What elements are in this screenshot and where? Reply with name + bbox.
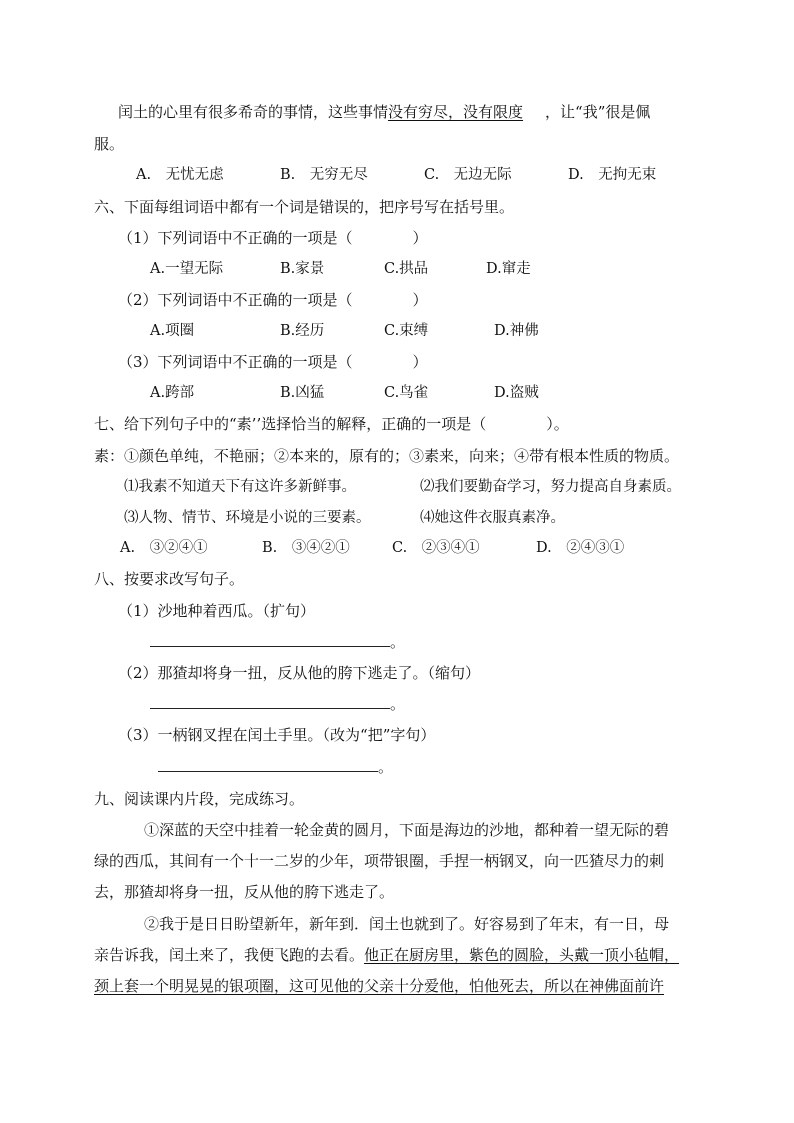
q9-p1-line2: 绿的西瓜，其间有一个十一二岁的少年，项带银圈，手捏一柄钢叉，向一匹猹尽力的刺 bbox=[94, 852, 665, 870]
q6-item3-option-a[interactable]: A.跨部 bbox=[150, 385, 195, 401]
q5-stem-post: ，让“我”很是佩 bbox=[545, 103, 651, 121]
q5-option-d[interactable]: D. 无拘无束 bbox=[568, 167, 657, 183]
q6-item1-option-b[interactable]: B.家景 bbox=[280, 261, 325, 277]
q6-item3-option-c[interactable]: C.鸟雀 bbox=[384, 385, 429, 401]
q6-item2-option-c[interactable]: C.束缚 bbox=[384, 323, 429, 339]
q8-item3-answer bbox=[158, 757, 393, 777]
q8-item1-answer bbox=[150, 632, 405, 652]
q7-sentence-2: ⑵我们要勤奋学习，努力提高自身素质。 bbox=[420, 479, 681, 495]
q9-p2-line2-underlined: 他正在厨房里，紫色的圆脸，头戴一顶小毡帽， bbox=[364, 946, 680, 964]
q5-option-c[interactable]: C. 无边无际 bbox=[424, 167, 512, 183]
q9-p1-line1: ①深蓝的天空中挂着一轮金黄的圆月，下面是海边的沙地，都种着一望无际的碧 bbox=[144, 821, 670, 839]
q6-item1-option-c[interactable]: C.拱品 bbox=[384, 261, 429, 277]
q9-p2-line1: ②我于是日日盼望新年，新年到．闰土也就到了。好容易到了年末，有一日，母 bbox=[144, 915, 670, 933]
q8-item3-prompt: （3）一柄钢叉捏在闰土手里。（改为“把”字句） bbox=[118, 726, 436, 744]
q5-option-b[interactable]: B. 无穷无尽 bbox=[280, 167, 368, 183]
q6-item3-prompt: （3）下列词语中不正确的一项是（ ） bbox=[118, 353, 428, 371]
q6-item1-option-a[interactable]: A.一望无际 bbox=[150, 261, 224, 277]
q7-option-c[interactable]: C. ②③④① bbox=[392, 540, 480, 556]
q8-item3-answer-blank[interactable] bbox=[158, 757, 378, 772]
q6-item3-option-b[interactable]: B.凶猛 bbox=[280, 385, 325, 401]
q8-item1-end: 。 bbox=[390, 633, 406, 651]
q8-item2-prompt: （2）那猹却将身一扭，反从他的胯下逃走了。（缩句） bbox=[118, 664, 481, 682]
q6-heading: 六、下面每组词语中都有一个词是错误的，把序号写在括号里。 bbox=[94, 198, 515, 216]
q9-p2-line2-plain: 亲告诉我，闰土来了，我便飞跑的去看。 bbox=[94, 946, 365, 964]
q7-heading: 七、给下列句子中的“素’’选择恰当的解释，正确的一项是（ ）。 bbox=[94, 415, 569, 433]
q6-item2-prompt: （2）下列词语中不正确的一项是（ ） bbox=[118, 291, 428, 309]
q5-stem-line2: 服。 bbox=[94, 135, 125, 153]
q7-option-a[interactable]: A. ③②④① bbox=[120, 540, 208, 556]
q9-heading: 九、阅读课内片段，完成练习。 bbox=[94, 790, 305, 808]
q8-heading: 八、按要求改写句子。 bbox=[94, 570, 245, 588]
q7-sentence-4: ⑷她这件衣服真素净。 bbox=[420, 510, 565, 526]
q6-item3-option-d[interactable]: D.盗贼 bbox=[494, 385, 539, 401]
q5-stem-pre: 闰土的心里有很多希奇的事情，这些事情 bbox=[118, 103, 389, 121]
q9-p2-line3-underlined: 颈上套一个明晃晃的银项圈，这可见他的父亲十分爱他，怕他死去，所以在神佛面前许 bbox=[94, 977, 665, 995]
q6-item1-option-d[interactable]: D.窜走 bbox=[486, 261, 531, 277]
q8-item1-prompt: （1）沙地种着西瓜。（扩句） bbox=[118, 602, 316, 620]
q7-sentence-1: ⑴我素不知道天下有这许多新鲜事。 bbox=[124, 479, 356, 495]
q8-item2-answer-blank[interactable] bbox=[150, 694, 390, 709]
q9-p2-line2 bbox=[94, 945, 679, 965]
q6-item2-option-b[interactable]: B.经历 bbox=[280, 323, 325, 339]
q5-stem-underlined: 没有穷尽，没有限度 bbox=[388, 103, 524, 121]
q7-definition: 素：①颜色单纯，不艳丽；②本来的，原有的；③素来，向来；④带有根本性质的物质。 bbox=[94, 447, 680, 465]
q8-item1-answer-blank[interactable] bbox=[150, 632, 390, 647]
q7-option-d[interactable]: D. ②④③① bbox=[536, 540, 625, 556]
q9-p1-line3: 去，那猹却将身一扭，反从他的胯下逃走了。 bbox=[94, 883, 395, 901]
q5-stem-line1 bbox=[118, 102, 650, 122]
q8-item2-end: 。 bbox=[390, 695, 406, 713]
q8-item2-answer bbox=[150, 694, 405, 714]
q6-item2-option-a[interactable]: A.项圈 bbox=[150, 323, 195, 339]
q7-sentence-3: ⑶人物、情节、环境是小说的三要素。 bbox=[124, 510, 371, 526]
q8-item3-end: 。 bbox=[378, 758, 394, 776]
q7-option-b[interactable]: B. ③④②① bbox=[262, 540, 350, 556]
q6-item1-prompt: （1）下列词语中不正确的一项是（ ） bbox=[118, 229, 428, 247]
q5-option-a[interactable]: A. 无忧无虑 bbox=[136, 167, 224, 183]
q6-item2-option-d[interactable]: D.神佛 bbox=[494, 323, 539, 339]
